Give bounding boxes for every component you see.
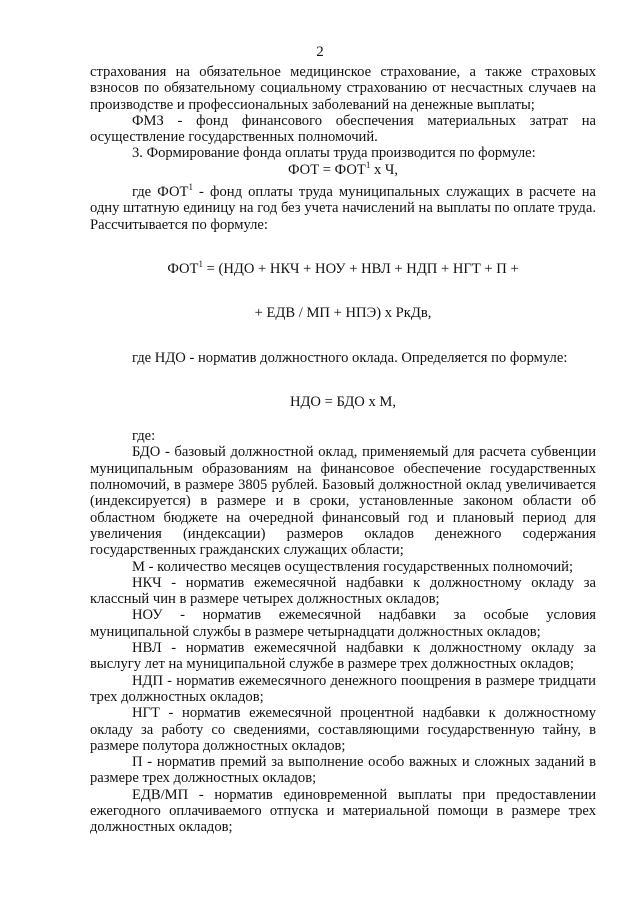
formula-fot1-line2: + ЕДВ / МП + НПЭ) х РкДв, [254, 305, 432, 322]
page-number: 2 [316, 44, 324, 60]
paragraph-ndp: НДП - норматив ежемесячного денежного поощрения в размере тридцати трех должностных окладов; [90, 672, 596, 705]
paragraph-fmz: ФМЗ - фонд финансового обеспечения материальных затрат на осуществление государственных полномочий. [90, 112, 596, 146]
formula-fot1-line1: $ФОТ^1 = (НДО$ + НКЧ + НОУ + НВЛ + НДП + НГТ + П + [167, 259, 519, 277]
paragraph-ngt: НГТ - норматив ежемесячной процентной надбавки к должностному окладу за работу со сведениями, составляющими государственную тайну, в размере полутора должностных окладов; [90, 705, 596, 754]
paragraph-edv-mp: ЕДВ/МП - норматив единовременной выплаты при предоставлении ежегодного оплачиваемого отпуска и материальной помощи в размере трех должностных окладов; [90, 786, 596, 836]
paragraph-nvl: НВЛ - норматив ежемесячной надбавки к должностному окладу за выслугу лет на муниципальной службе в размере трех должностных окладов; [90, 640, 596, 673]
formula-fot: ФОТ = $ФОТ^1$ х Ч, [287, 159, 399, 178]
paragraph-where: где: [132, 428, 156, 445]
formula-ndo: НДО = БДО х М, [289, 393, 397, 410]
paragraph-m: М - количество месяцев осуществления государственных полномочий; [132, 558, 574, 575]
paragraph-nou: НОУ - норматив ежемесячной надбавки за особые условия муниципальной службы в размере четырнадцати должностных окладов; [90, 607, 596, 640]
paragraph-insurance: страхования на обязательное медицинское страхование, а также страховых взносов по обязательному социальному страхованию от несчастных случаев на производстве и профессиональных заболеваний на денежные выплаты; [90, 64, 596, 113]
paragraph-p: П - норматив премий за выполнение особо важных и сложных заданий в размере трех должностных окладов; [90, 754, 596, 787]
paragraph-item-3: 3. Формирование фонда оплаты труда производится по формуле: [132, 145, 536, 162]
paragraph-nkch: НКЧ - норматив ежемесячной надбавки к должностному окладу за классный чин в размере четырех должностных окладов; [90, 574, 596, 608]
document-body [90, 64, 596, 836]
paragraph-fot1-definition: где ФОТ$^1$ - фонд оплаты труда муниципальных служащих в расчете на одну штатную единицу на год без учета начислений на выплаты по оплате труда. Рассчитывается по формуле: [90, 182, 596, 233]
paragraph-ndo-definition: где НДО - норматив должностного оклада. Определяется по формуле: [132, 349, 568, 366]
paragraph-bdo: БДО - базовый должностной оклад, применяемый для расчета субвенции муниципальным образованиям на финансовое обеспечение государственных полномочий, в размере 3805 рублей. Базовый должностной оклад увеличивается (индексируется) в размере и в сроки, установленные законом области об областном бюджете на очередной финансовый год и плановый период для увеличения (индексации) размеров окладов денежного содержания государственных гражданских служащих области; [90, 444, 596, 559]
